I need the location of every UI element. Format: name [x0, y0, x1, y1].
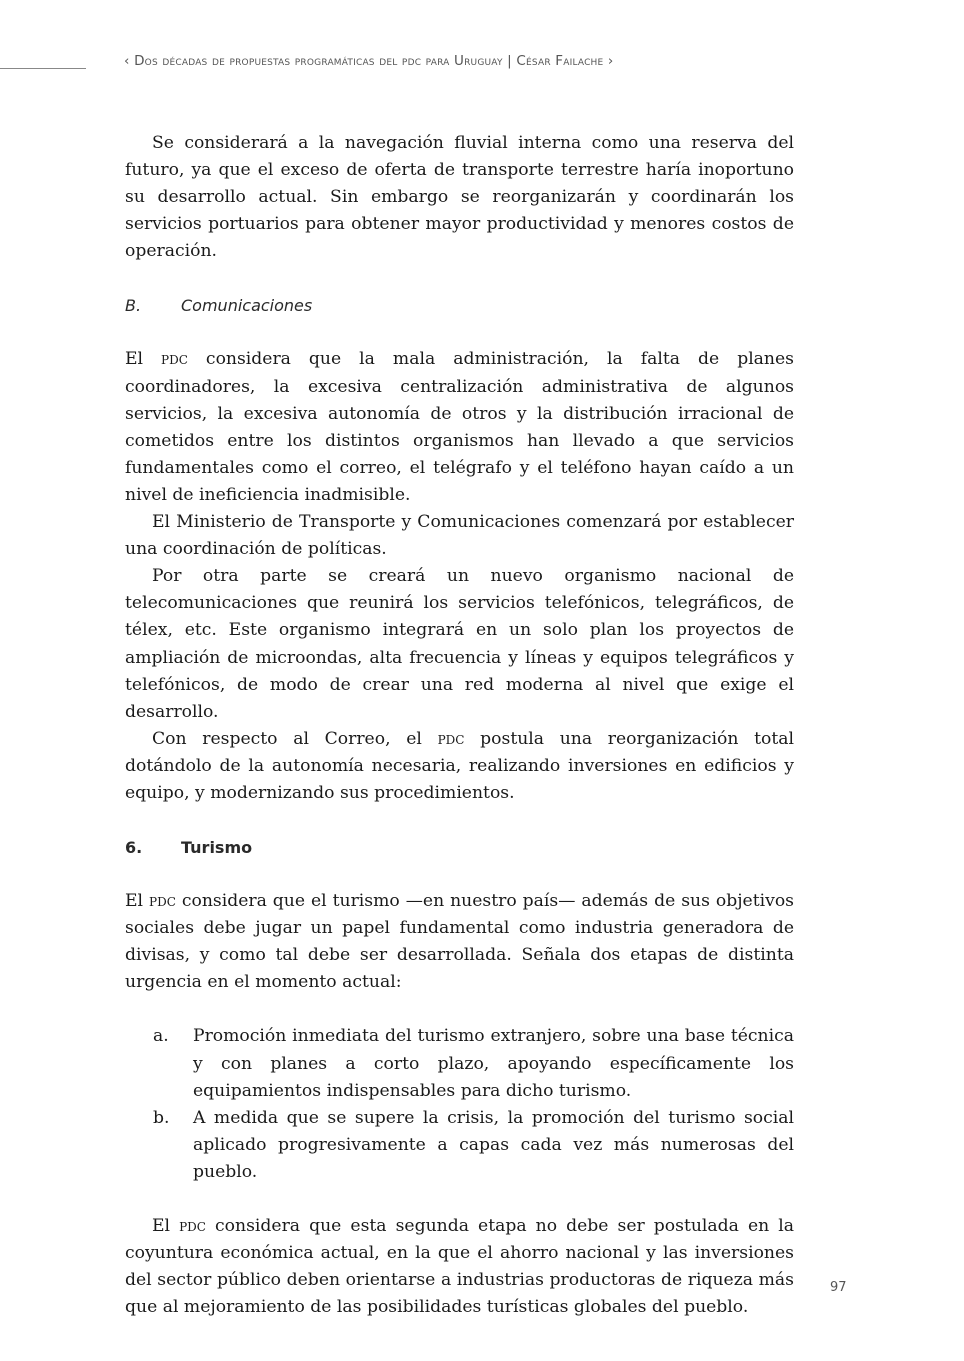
- section-number: 6.: [125, 838, 143, 858]
- section-title: Turismo: [181, 838, 253, 858]
- section-heading-turismo: [125, 834, 794, 861]
- abbreviation-pdc: pdc: [179, 1216, 206, 1236]
- text-run: considera que la mala administración, la falta de planes coordinadores, la excesiva centralización administrativa de algunos servicios, la excesiva autonomía de otros y la distribución irracional de cometidos entre los distintos organismos han llevado a que servicios fundamentales como el correo, el telégrafo y el teléfono hayan caído a un nivel de ineficiencia inadmisible.: [125, 349, 794, 505]
- text-run: El: [152, 1216, 180, 1236]
- abbreviation-pdc: pdc: [149, 891, 176, 912]
- list-item: [125, 1105, 794, 1186]
- paragraph-telecomunicaciones: Por otra parte se creará un nuevo organismo nacional de telecomunicaciones que reunirá los servicios telefónicos, telegráficos, de télex, etc. Este organismo integrará en un solo plan los proyectos de ampliación de microondas, alta frecuencia y líneas y equipos telegráficos y telefónicos, de modo de crear una red moderna al nivel que exige el desarrollo.: [125, 566, 794, 722]
- header-rule: [0, 68, 86, 69]
- paragraph-comunicaciones-intro: [125, 346, 794, 509]
- text-run: considera que esta segunda etapa no debe ser postulada en la coyuntura económica actual, en la que el ahorro nacional y las inversiones del sector público deben orientarse a industrias productoras de riqueza más que al mejoramiento de las posibilidades turísticas globales del pueblo.: [125, 1216, 794, 1318]
- text-run: considera que el turismo —en nuestro país— además de sus objetivos sociales debe jugar un papel fundamental como industria generadora de divisas, y como tal debe ser desarrollada. Señala dos etapas de distinta urgencia en el momento actual:: [125, 891, 794, 993]
- abbreviation-pdc: pdc: [437, 728, 465, 749]
- text-run: El: [125, 349, 162, 370]
- paragraph-turismo-conclusion: [125, 1213, 794, 1321]
- abbreviation-pdc: pdc: [161, 349, 188, 370]
- paragraph-correo: [125, 726, 794, 807]
- text-run: postula una reorganización total dotándolo de la autonomía necesaria, realizando inversiones en edificios y equipo, y modernizando sus procedimientos.: [125, 728, 794, 803]
- running-header: ‹ Dos décadas de propuestas programáticas del pdc para Uruguay | César Failache ›: [124, 53, 614, 69]
- text-run: El: [125, 891, 149, 912]
- list-marker: b.: [153, 1107, 170, 1128]
- list-item-text: Promoción inmediata del turismo extranjero, sobre una base técnica y con planes a corto plazo, apoyando específicamente los equipamientos indispensables para dicho turismo.: [193, 1026, 794, 1101]
- section-heading-comunicaciones: [125, 292, 794, 319]
- list-item: [125, 1023, 794, 1104]
- text-run: Con respecto al Correo, el: [152, 728, 438, 749]
- section-title: Comunicaciones: [181, 296, 313, 316]
- page-body: [125, 130, 794, 1321]
- turismo-stages-list: [125, 1023, 794, 1186]
- list-item-text: A medida que se supere la crisis, la promoción del turismo social aplicado progresivamente a capas cada vez más numerosas del pueblo.: [193, 1107, 794, 1182]
- section-number: B.: [125, 296, 142, 316]
- paragraph-turismo-intro: [125, 888, 794, 996]
- list-marker: a.: [153, 1026, 169, 1047]
- page-number: 97: [830, 1280, 847, 1295]
- paragraph-navegacion: Se considerará a la navegación fluvial interna como una reserva del futuro, ya que el exceso de oferta de transporte terrestre haría inoportuno su desarrollo actual. Sin embargo se reorganizarán y coordinarán los servicios portuarios para obtener mayor productividad y menores costos de operación.: [125, 133, 794, 262]
- paragraph-ministerio: El Ministerio de Transporte y Comunicaciones comenzará por establecer una coordinación de políticas.: [125, 512, 794, 560]
